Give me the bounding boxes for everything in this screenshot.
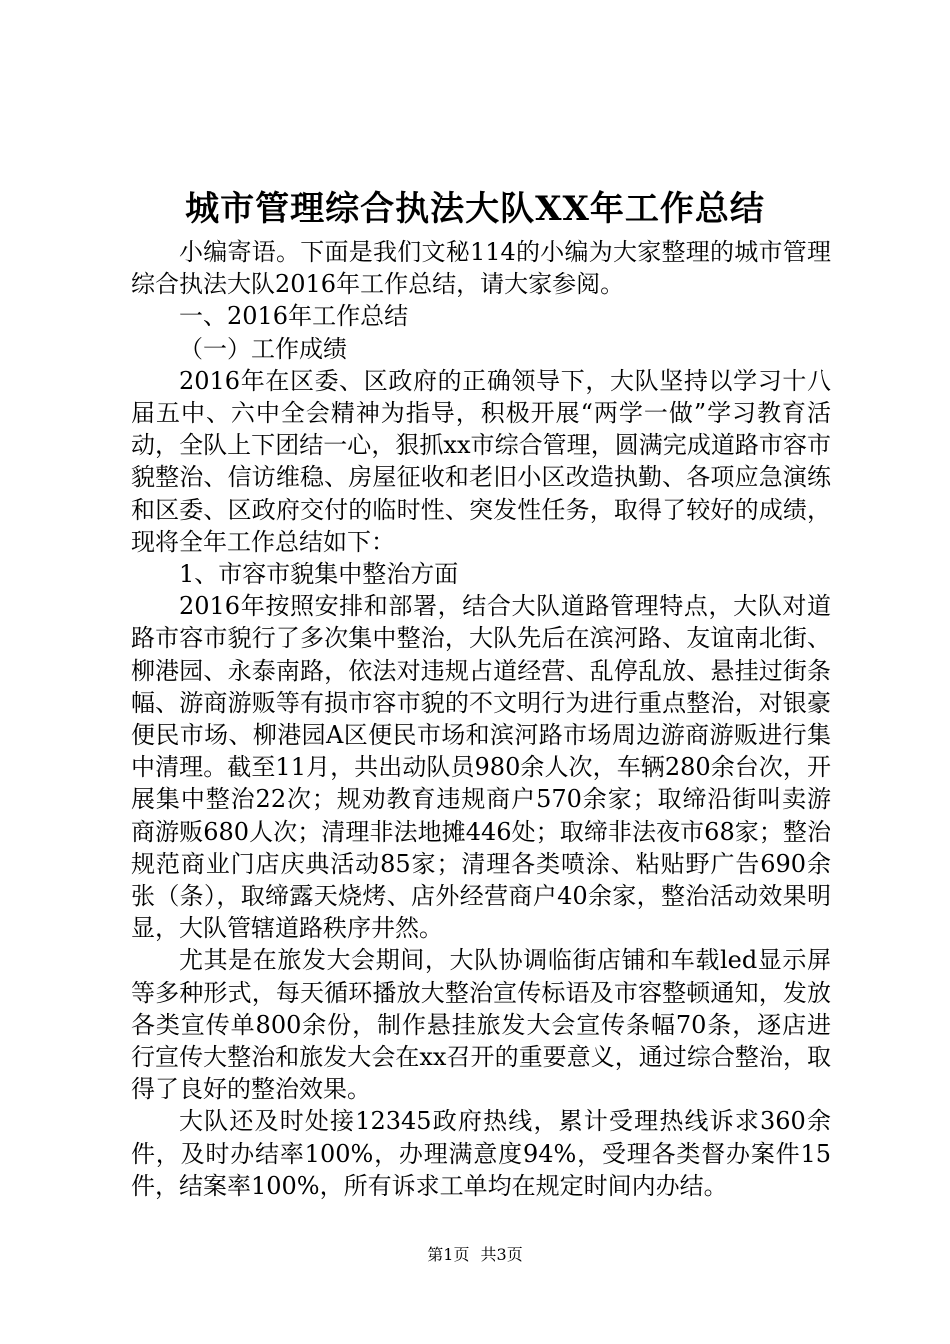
intro-paragraph: 小编寄语。下面是我们文秘114的小编为大家整理的城市管理综合执法大队2016年工作总结，请大家参阅。: [131, 238, 831, 299]
body-paragraph: 大队还及时处接12345政府热线，累计受理热线诉求360余件，及时办结率100%，办理满意度94%，受理各类督办案件15件，结案率100%，所有诉求工单均在规定时间内办结。: [131, 1107, 831, 1200]
body-paragraph: 尤其是在旅发大会期间，大队协调临街店铺和车载led显示屏等多种形式，每天循环播放大整治宣传标语及市容整顿通知，发放各类宣传单800余份，制作悬挂旅发大会宣传条幅70条，逐店进行宣传大整治和旅发大会在xx召开的重要意义，通过综合整治，取得了良好的整治效果。: [131, 946, 831, 1104]
body-paragraph: 2016年按照安排和部署，结合大队道路管理特点，大队对道路市容市貌行了多次集中整治，大队先后在滨河路、友谊南北街、柳港园、永泰南路，依法对违规占道经营、乱停乱放、悬挂过街条幅、游商游贩等有损市容市貌的不文明行为进行重点整治，对银豪便民市场、柳港园A区便民市场和滨河路市场周边游商游贩进行集中清理。截至11月，共出动队员980余人次，车辆280余台次，开展集中整治22次；规劝教育违规商户570余家；取缔沿街叫卖游商游贩680人次；清理非法地摊446处；取缔非法夜市68家；整治规范商业门店庆典活动85家；清理各类喷涂、粘贴野广告690余张（条），取缔露天烧烤、店外经营商户40余家，整治活动效果明显，大队管辖道路秩序井然。: [131, 592, 831, 943]
document-body: [131, 236, 831, 1202]
page-number: 第1页: [427, 1245, 470, 1264]
body-paragraph: 2016年在区委、区政府的正确领导下，大队坚持以学习十八届五中、六中全会精神为指导，积极开展“两学一做”学习教育活动，全队上下团结一心，狠抓xx市综合管理，圆满完成道路市容市貌整治、信访维稳、房屋征收和老旧小区改造执勤、各项应急演练和区委、区政府交付的临时性、突发性任务，取得了较好的成绩，现将全年工作总结如下：: [131, 366, 831, 556]
section-heading: 一、2016年工作总结: [179, 302, 409, 331]
subsection-heading: （一）工作成绩: [179, 334, 347, 363]
item-heading: 1、市容市貌集中整治方面: [179, 560, 459, 589]
page-total: 共3页: [480, 1245, 523, 1264]
page-footer: [0, 1244, 950, 1266]
document-title: 城市管理综合执法大队XX年工作总结: [185, 189, 765, 229]
